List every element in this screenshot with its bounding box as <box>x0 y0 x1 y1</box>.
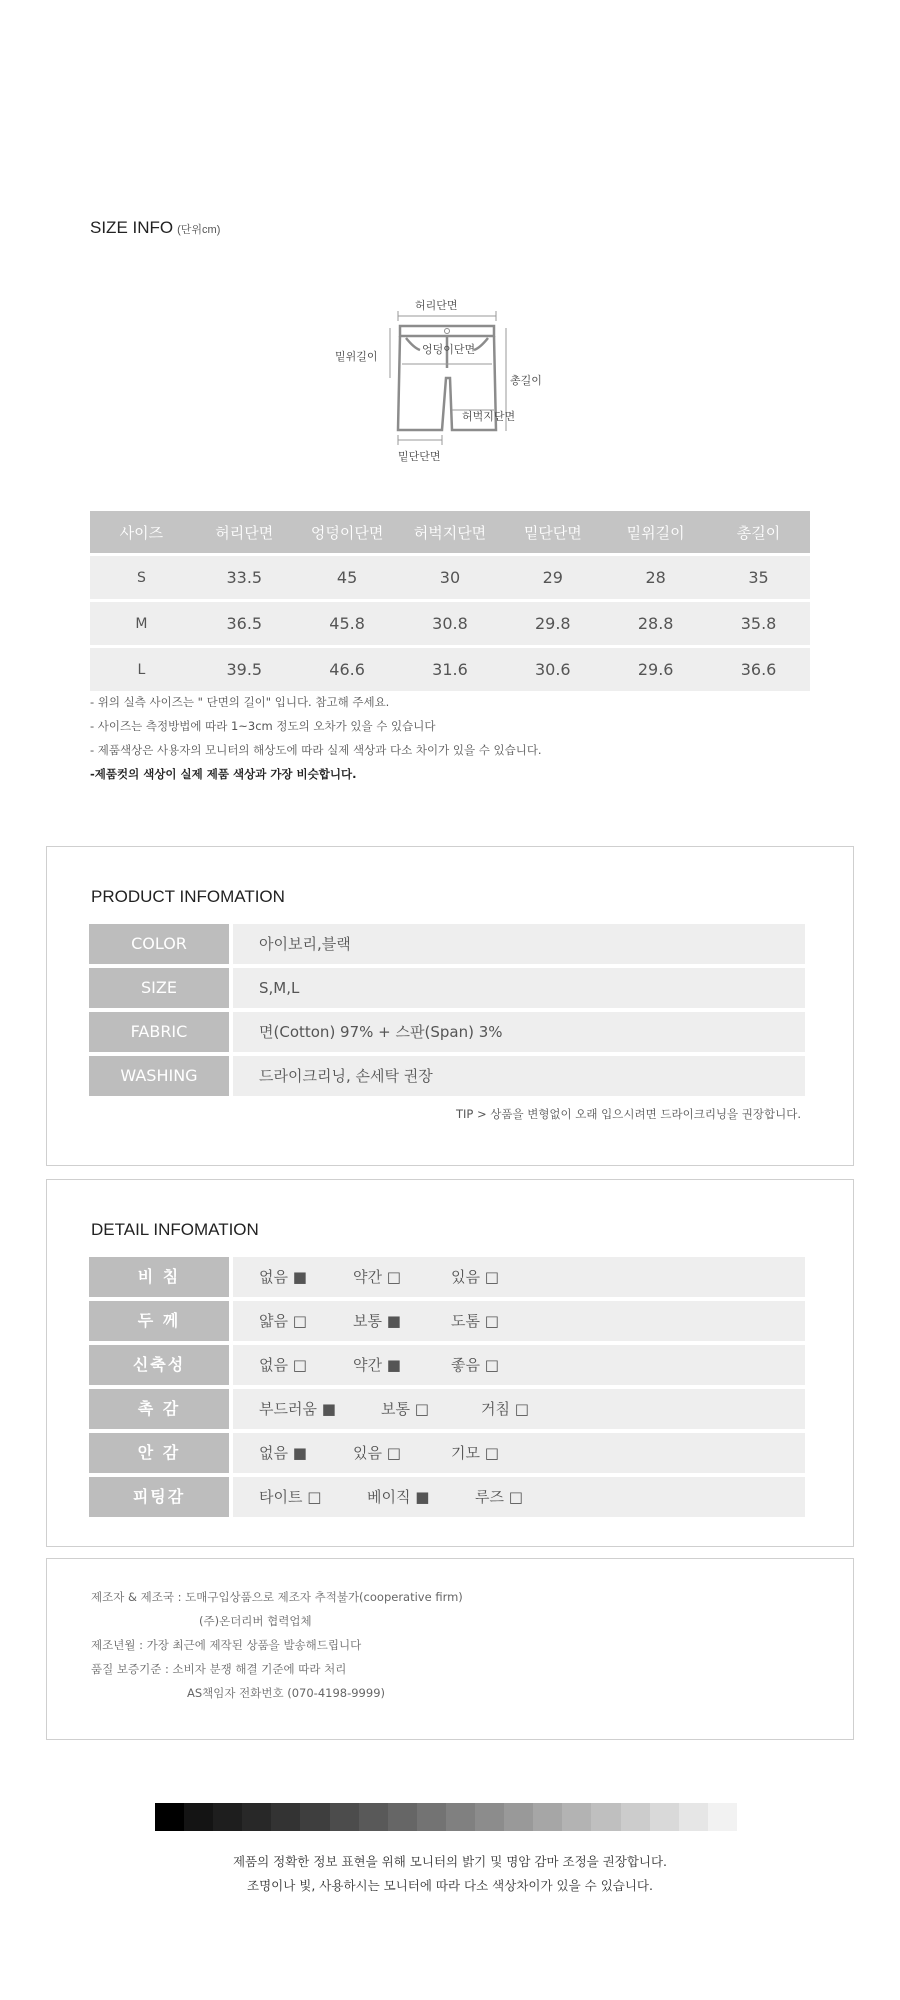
size-table-header <box>90 511 810 553</box>
shorts-size-diagram <box>330 298 570 468</box>
detail-label: 신축성 <box>89 1345 229 1385</box>
table-cell: 45.8 <box>296 602 399 645</box>
detail-row-lining <box>89 1433 805 1473</box>
info-label: SIZE <box>89 968 229 1008</box>
diagram-label-rise: 밑위길이 <box>335 350 378 363</box>
info-row-washing <box>89 1056 805 1096</box>
grayscale-swatch <box>155 1803 184 1831</box>
detail-options <box>233 1257 805 1297</box>
option-item: 없음 ■ <box>259 1268 307 1286</box>
detail-options <box>233 1345 805 1385</box>
table-cell: 35 <box>707 556 810 599</box>
size-info-title <box>90 218 220 238</box>
size-notes <box>90 690 542 786</box>
option-item: 있음 □ <box>451 1268 499 1286</box>
maker-line: 품질 보증기준 : 소비자 분쟁 해결 기준에 따라 처리 <box>91 1662 347 1676</box>
info-value: 면(Cotton) 97% + 스판(Span) 3% <box>233 1012 805 1052</box>
info-row-color <box>89 924 805 964</box>
diagram-label-total: 총길이 <box>510 374 542 387</box>
option-item: 기모 □ <box>451 1444 499 1462</box>
detail-info-title: DETAIL INFOMATION <box>91 1220 259 1239</box>
grayscale-swatch <box>184 1803 213 1831</box>
diagram-label-thigh: 허벅지단면 <box>462 410 516 423</box>
grayscale-swatch <box>417 1803 446 1831</box>
grayscale-swatch <box>271 1803 300 1831</box>
header-cell: 허벅지단면 <box>399 511 502 553</box>
table-cell: 29.8 <box>501 602 604 645</box>
detail-label: 촉 감 <box>89 1389 229 1429</box>
detail-row-fit <box>89 1477 805 1517</box>
detail-row-sheer <box>89 1257 805 1297</box>
detail-row-stretch <box>89 1345 805 1385</box>
table-cell: S <box>90 556 193 599</box>
table-cell: 29 <box>501 556 604 599</box>
option-item: 거침 □ <box>481 1400 529 1418</box>
table-cell: 30.6 <box>501 648 604 691</box>
detail-options <box>233 1433 805 1473</box>
option-item: 있음 □ <box>353 1444 401 1462</box>
header-cell: 허리단면 <box>193 511 296 553</box>
detail-label: 피팅감 <box>89 1477 229 1517</box>
maker-line: AS책임자 전화번호 (070-4198-9999) <box>187 1686 385 1700</box>
grayscale-swatch <box>388 1803 417 1831</box>
diagram-label-hem: 밑단단면 <box>398 450 441 463</box>
header-cell: 밑위길이 <box>604 511 707 553</box>
table-cell: 33.5 <box>193 556 296 599</box>
grayscale-calibration-strip <box>155 1803 737 1831</box>
table-row <box>90 602 810 645</box>
table-cell: 39.5 <box>193 648 296 691</box>
detail-label: 안 감 <box>89 1433 229 1473</box>
table-cell: 30.8 <box>399 602 502 645</box>
table-cell: 35.8 <box>707 602 810 645</box>
table-row <box>90 556 810 599</box>
info-value: 아이보리,블랙 <box>233 924 805 964</box>
option-item: 루즈 □ <box>475 1488 523 1506</box>
table-cell: 28 <box>604 556 707 599</box>
header-cell: 엉덩이단면 <box>296 511 399 553</box>
table-cell: 29.6 <box>604 648 707 691</box>
maker-line: (주)온더리버 협력업체 <box>199 1614 312 1628</box>
product-info-title: PRODUCT INFOMATION <box>91 887 285 906</box>
option-item: 타이트 □ <box>259 1488 322 1506</box>
header-cell: 사이즈 <box>90 511 193 553</box>
size-info-heading: SIZE INFO <box>90 218 174 237</box>
option-item: 보통 □ <box>381 1400 429 1418</box>
option-item: 없음 □ <box>259 1356 307 1374</box>
detail-row-thickness <box>89 1301 805 1341</box>
header-cell: 밑단단면 <box>501 511 604 553</box>
option-item: 좋음 □ <box>451 1356 499 1374</box>
grayscale-swatch <box>562 1803 591 1831</box>
info-label: COLOR <box>89 924 229 964</box>
note-line: - 사이즈는 측정방법에 따라 1~3cm 정도의 오차가 있을 수 있습니다 <box>90 719 436 733</box>
detail-options <box>233 1389 805 1429</box>
grayscale-swatch <box>533 1803 562 1831</box>
maker-line: 제조자 & 제조국 : 도매구입상품으로 제조자 추적불가(cooperative firm) <box>91 1590 463 1604</box>
detail-options <box>233 1301 805 1341</box>
maker-line: 제조년월 : 가장 최근에 제작된 상품을 발송해드립니다 <box>91 1638 362 1652</box>
detail-info-box <box>46 1179 854 1547</box>
table-row <box>90 648 810 691</box>
grayscale-swatch <box>475 1803 504 1831</box>
washing-tip: TIP > 상품을 변형없이 오래 입으시려면 드라이크리닝을 권장합니다. <box>455 1107 801 1121</box>
diagram-label-waist: 허리단면 <box>415 299 458 312</box>
grayscale-swatch <box>650 1803 679 1831</box>
grayscale-swatch <box>330 1803 359 1831</box>
table-cell: 30 <box>399 556 502 599</box>
info-row-fabric <box>89 1012 805 1052</box>
detail-label: 비 침 <box>89 1257 229 1297</box>
grayscale-swatch <box>446 1803 475 1831</box>
detail-row-texture <box>89 1389 805 1429</box>
grayscale-swatch <box>300 1803 329 1831</box>
grayscale-swatch <box>679 1803 708 1831</box>
footer-line-1: 제품의 정확한 정보 표현을 위해 모니터의 밝기 및 명암 감마 조정을 권장합니다. <box>232 1854 668 1869</box>
option-item: 보통 ■ <box>353 1312 401 1330</box>
table-cell: 36.5 <box>193 602 296 645</box>
table-cell: 36.6 <box>707 648 810 691</box>
option-item: 도톰 □ <box>451 1312 499 1330</box>
footer-line-2: 조명이나 빛, 사용하시는 모니터에 따라 다소 색상차이가 있을 수 있습니다. <box>247 1878 653 1893</box>
table-cell: 31.6 <box>399 648 502 691</box>
option-item: 약간 □ <box>353 1268 401 1286</box>
grayscale-swatch <box>359 1803 388 1831</box>
grayscale-swatch <box>591 1803 620 1831</box>
option-item: 없음 ■ <box>259 1444 307 1462</box>
table-cell: 28.8 <box>604 602 707 645</box>
size-table <box>90 508 810 694</box>
table-cell: 46.6 <box>296 648 399 691</box>
note-line: - 제품색상은 사용자의 모니터의 해상도에 따라 실제 색상과 다소 차이가 있을 수 있습니다. <box>90 743 542 757</box>
grayscale-swatch <box>504 1803 533 1831</box>
product-info-box <box>46 846 854 1166</box>
diagram-label-hip: 엉덩이단면 <box>422 343 476 356</box>
info-row-size <box>89 968 805 1008</box>
note-line: - 위의 실측 사이즈는 " 단면의 길이" 입니다. 참고해 주세요. <box>90 695 390 709</box>
size-info-unit: (단위cm) <box>177 224 221 236</box>
note-line-emphasis: -제품컷의 색상이 실제 제품 색상과 가장 비슷합니다. <box>90 767 357 781</box>
detail-options <box>233 1477 805 1517</box>
option-item: 약간 ■ <box>353 1356 401 1374</box>
maker-info-box <box>46 1558 854 1740</box>
grayscale-swatch <box>621 1803 650 1831</box>
option-item: 부드러움 ■ <box>259 1400 336 1418</box>
info-value: 드라이크리닝, 손세탁 권장 <box>233 1056 805 1096</box>
grayscale-swatch <box>213 1803 242 1831</box>
grayscale-swatch <box>708 1803 737 1831</box>
table-cell: M <box>90 602 193 645</box>
detail-label: 두 께 <box>89 1301 229 1341</box>
table-cell: L <box>90 648 193 691</box>
option-item: 베이직 ■ <box>367 1488 430 1506</box>
info-value: S,M,L <box>233 968 805 1008</box>
info-label: WASHING <box>89 1056 229 1096</box>
info-label: FABRIC <box>89 1012 229 1052</box>
option-item: 얇음 □ <box>259 1312 307 1330</box>
header-cell: 총길이 <box>707 511 810 553</box>
table-cell: 45 <box>296 556 399 599</box>
grayscale-swatch <box>242 1803 271 1831</box>
